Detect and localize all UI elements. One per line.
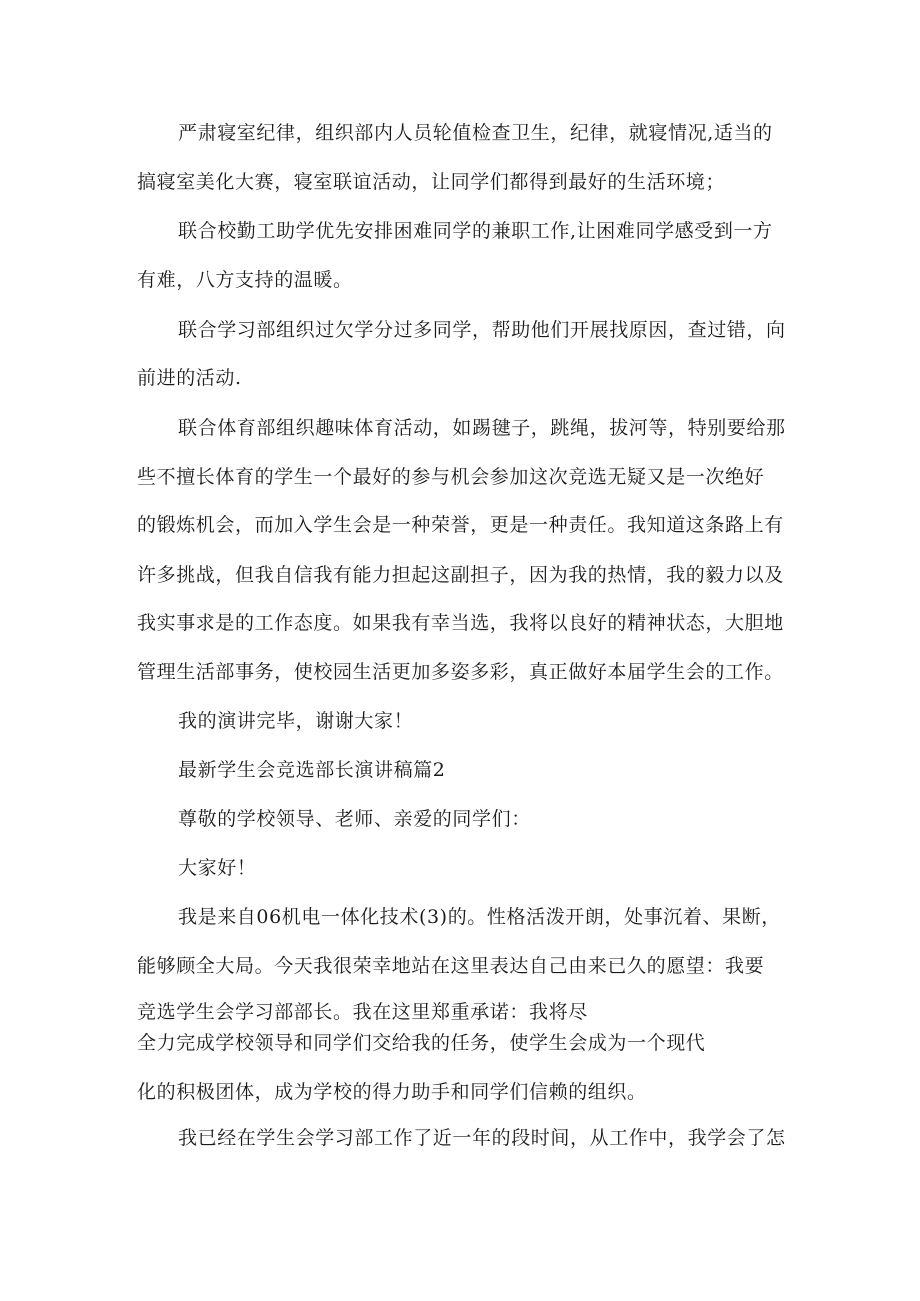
text-line: 我实事求是的工作态度。如果我有幸当选，我将以良好的精神状态，大胆地 [137, 612, 784, 634]
text-line: 前进的活动. [137, 367, 242, 389]
section-heading: 最新学生会竞选部长演讲稿篇2 [178, 759, 446, 781]
text-line: 许多挑战，但我自信我有能力担起这副担子，因为我的热情，我的毅力以及 [137, 564, 784, 586]
text-line: 我已经在学生会学习部工作了近一年的段时间，从工作中，我学会了怎 [178, 1127, 786, 1149]
text-line: 的锻炼机会，而加入学生会是一种荣誉，更是一种责任。我知道这条路上有 [137, 514, 784, 536]
text-line: 大家好！ [178, 857, 257, 879]
text-line: 搞寝室美化大赛，寝室联谊活动，让同学们都得到最好的生活环境； [137, 171, 726, 193]
text-line: 竞选学生会学习部部长。我在这里郑重承诺：我将尽 [137, 1001, 588, 1023]
text-line: 些不擅长体育的学生一个最好的参与机会参加这次竞选无疑又是一次绝好 [137, 466, 765, 488]
text-line: 能够顾全大局。今天我很荣幸地站在这里表达自己由来已久的愿望：我要 [137, 955, 765, 977]
text-line: 全力完成学校领导和同学们交给我的任务，使学生会成为一个现代 [137, 1032, 706, 1054]
text-line: 严肃寝室纪律，组织部内人员轮值检查卫生，纪律，就寝情况,适当的 [178, 122, 773, 144]
text-line: 管理生活部事务，使校园生活更加多姿多彩，真正做好本届学生会的工作。 [137, 661, 784, 683]
text-line: 联合体育部组织趣味体育活动，如踢毽子，跳绳，拔河等，特别要给那 [178, 417, 786, 439]
text-line: 化的积极团体，成为学校的得力助手和同学们信赖的组织。 [137, 1081, 647, 1103]
text-line: 联合校勤工助学优先安排困难同学的兼职工作,让困难同学感受到一方 [178, 220, 773, 242]
text-line: 我是来自06机电一体化技术(3)的。性格活泼开朗，处事沉着、果断， [178, 906, 781, 928]
text-line: 尊敬的学校领导、老师、亲爱的同学们： [178, 808, 531, 830]
text-line: 联合学习部组织过欠学分过多同学，帮助他们开展找原因，查过错，向 [178, 319, 786, 341]
text-line: 我的演讲完毕，谢谢大家！ [178, 710, 414, 732]
text-line: 有难，八方支持的温暖。 [137, 269, 353, 291]
